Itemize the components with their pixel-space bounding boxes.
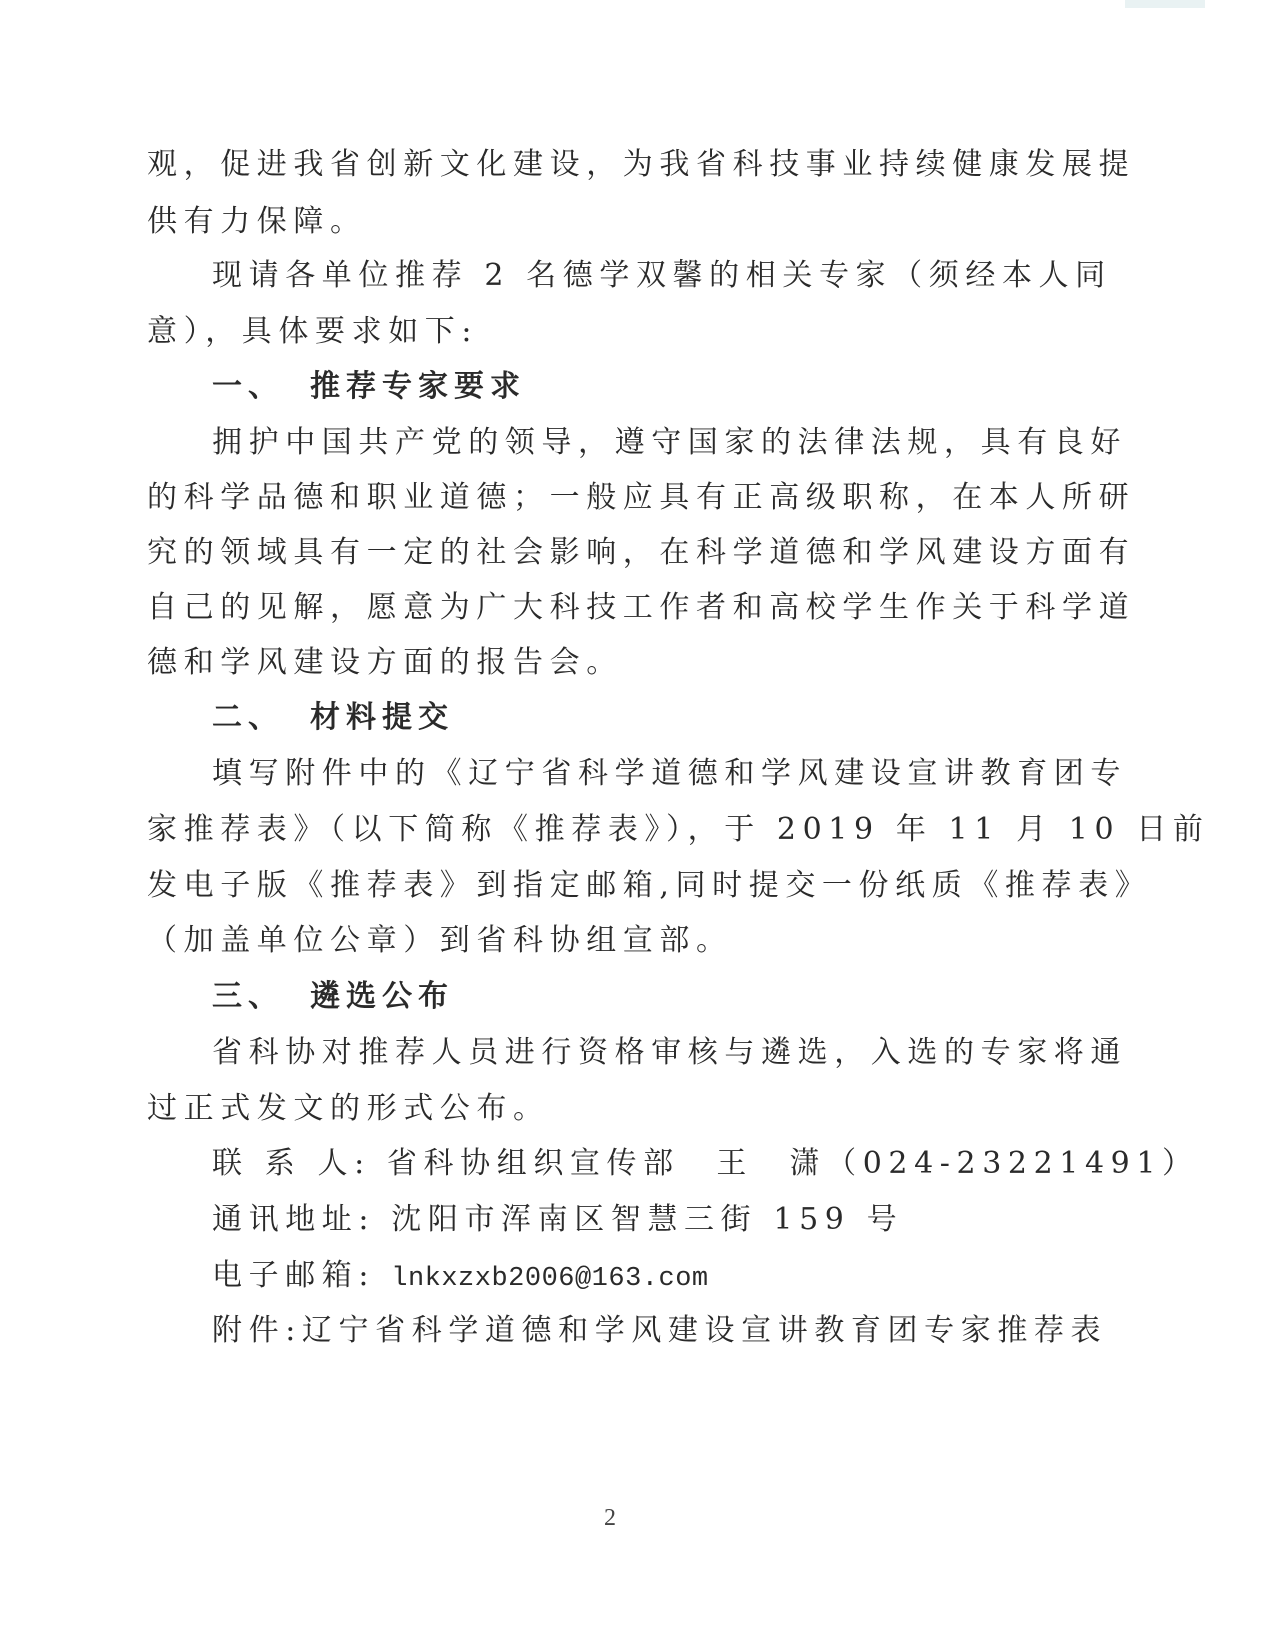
page-number: 2 <box>604 1505 616 1531</box>
attachment-note <box>212 1311 1107 1351</box>
section-heading-3 <box>212 977 454 1017</box>
section-title: 遴选公布 <box>310 979 454 1014</box>
section-title: 材料提交 <box>310 700 454 735</box>
section-number: 一、 <box>212 369 284 404</box>
paragraph-line: 填写附件中的《辽宁省科学道德和学风建设宣讲教育团专 <box>212 756 1127 791</box>
paragraph-line: （加盖单位公章）到省科协组宣部。 <box>147 923 733 958</box>
contact-address <box>212 1200 903 1240</box>
paragraph-line: 究的领域具有一定的社会影响，在科学道德和学风建设方面有 <box>147 535 1136 570</box>
attachment-value: 辽宁省科学道德和学风建设宣讲教育团专家推荐表 <box>301 1313 1108 1348</box>
section-number: 三、 <box>212 979 284 1014</box>
section-heading-2 <box>212 698 454 738</box>
section-number: 二、 <box>212 700 284 735</box>
paragraph-line: 意），具体要求如下: <box>147 314 479 349</box>
paragraph-line: 德和学风建设方面的报告会。 <box>147 645 623 680</box>
contact-address-label: 通讯地址: <box>212 1202 376 1237</box>
paragraph-line: 拥护中国共产党的领导，遵守国家的法律法规，具有良好 <box>212 425 1127 460</box>
paragraph-line: 观，促进我省创新文化建设，为我省科技事业持续健康发展提 <box>147 147 1136 182</box>
scan-artifact <box>1125 0 1205 8</box>
contact-person <box>212 1144 1199 1184</box>
contact-person-label: 联 系 人: <box>212 1146 371 1181</box>
paragraph-line: 现请各单位推荐 2 名德学双馨的相关专家（须经本人同 <box>212 258 1112 293</box>
contact-person-value: 省科协组织宣传部 王 潇（024-23221491） <box>386 1146 1199 1181</box>
paragraph-line: 自己的见解，愿意为广大科技工作者和高校学生作关于科学道 <box>147 590 1136 625</box>
contact-email-value: lnkxzxb2006@163.com <box>391 1264 709 1294</box>
paragraph-line: 供有力保障。 <box>147 204 367 239</box>
contact-email <box>212 1256 709 1299</box>
paragraph-line: 过正式发文的形式公布。 <box>147 1091 550 1126</box>
paragraph-line: 的科学品德和职业道德；一般应具有正高级职称，在本人所研 <box>147 480 1136 515</box>
attachment-label: 附件: <box>212 1313 302 1348</box>
contact-email-label: 电子邮箱: <box>212 1258 376 1293</box>
contact-address-value: 沈阳市浑南区智慧三街 159 号 <box>391 1202 904 1237</box>
section-title: 推荐专家要求 <box>310 369 526 404</box>
section-heading-1 <box>212 367 526 407</box>
paragraph-line: 省科协对推荐人员进行资格审核与遴选，入选的专家将通 <box>212 1035 1127 1070</box>
paragraph-line: 家推荐表》（以下简称《推荐表》），于 2019 年 11 月 10 日前 <box>147 812 1210 847</box>
paragraph-line: 发电子版《推荐表》到指定邮箱,同时提交一份纸质《推荐表》 <box>147 868 1152 903</box>
